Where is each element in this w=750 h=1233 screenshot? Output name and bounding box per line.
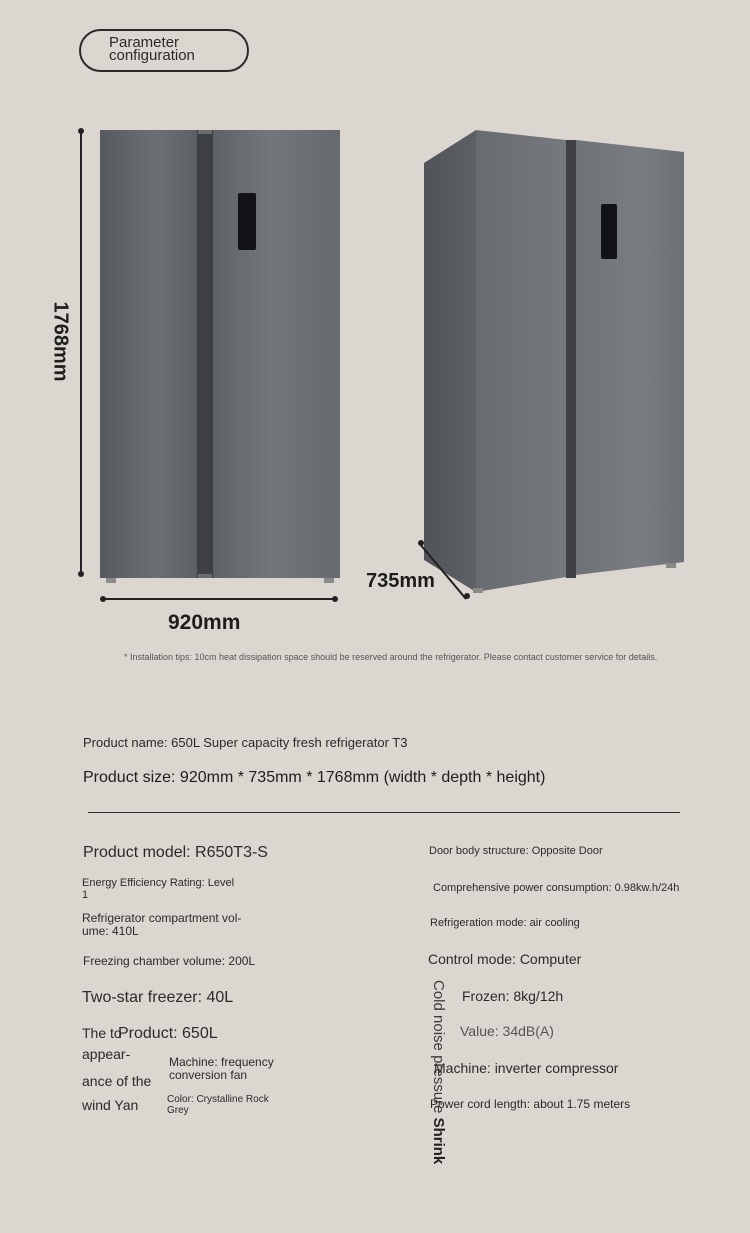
spec-fan-line-2: conversion fan [169,1068,248,1082]
spec-fan-line-1: Machine: frequency [169,1055,274,1069]
width-left-dot [100,596,106,602]
spec-freezing-capacity: Frozen: 8kg/12h [462,988,564,1004]
fridge-angled-side [424,130,476,592]
angled-foot-right [666,563,676,568]
section-badge [79,29,249,72]
fridge-foot-right [324,578,334,583]
depth-bottom-dot [464,593,470,599]
product-name: Product name: 650L Super capacity fresh refrigerator T3 [83,735,408,750]
height-label: 1768mm [49,301,72,382]
spec-freezing-volume: Freezing chamber volume: 200L [83,954,256,968]
spec-fridge-line-2: ume: 410L [82,924,139,938]
height-bottom-dot [78,571,84,577]
spec-power-cord: Power cord length: about 1.75 meters [430,1097,631,1111]
section-divider [88,812,680,813]
fridge-foot-left [106,578,116,583]
fridge-angled-door-gap [566,140,576,578]
product-size: Product size: 920mm * 735mm * 1768mm (width * depth * height) [83,769,546,786]
spec-total-volume: Product: 650L [118,1025,218,1042]
height-top-dot [78,128,84,134]
spec-noise-value: Value: 34dB(A) [460,1023,554,1039]
spec-fridge-line-1: Refrigerator compartment vol- [82,911,242,925]
spec-vertical-3: Shrink [430,1117,447,1165]
spec-energy-line-2: 1 [82,889,89,901]
badge-line-2: configuration [109,47,195,64]
width-dimension-line [102,598,336,600]
spec-color-line-1: Color: Crystalline Rock [167,1094,269,1105]
fridge-angled-left-door [476,130,566,592]
spec-energy-rating [82,877,234,901]
spec-two-star-freezer: Two-star freezer: 40L [82,989,234,1006]
width-right-dot [332,596,338,602]
spec-appearance-1: appear- [82,1046,131,1062]
fridge-left-door [100,130,198,578]
spec-appearance-2: ance of the [82,1073,152,1089]
depth-label: 735mm [366,570,435,592]
height-dimension-line [80,131,82,574]
width-label: 920mm [168,611,241,634]
fridge-door-gap [198,134,212,574]
control-panel-display [238,193,256,250]
spec-vertical-1: Cold noise [430,980,447,1051]
spec-fan [169,1056,274,1082]
spec-appearance-3: wind Yan [82,1097,139,1113]
spec-refrigeration-mode: Refrigeration mode: air cooling [430,917,580,929]
installation-tip: * Installation tips: 10cm heat dissipation space should be reserved around the refrigerator. Please contact customer service for details. [124,652,658,662]
spec-fridge-volume [82,912,241,938]
spec-color-line-2: Grey [167,1105,189,1116]
spec-control-mode: Control mode: Computer [428,951,582,967]
spec-vertical-2: pressure [430,1055,447,1114]
fridge-angled-right-door [576,140,684,575]
badge-line-1: Parameter [109,34,180,51]
angled-foot-left [473,588,483,593]
spec-compressor: Machine: inverter compressor [434,1060,619,1076]
fridge-right-door [212,130,340,578]
spec-power-consumption: Comprehensive power consumption: 0.98kw.h/24h [433,882,680,894]
spec-color [167,1094,269,1116]
spec-vertical-overlay [430,980,447,1164]
angled-control-panel-display [601,204,617,259]
spec-energy-line-1: Energy Efficiency Rating: Level [82,877,235,889]
spec-model: Product model: R650T3-S [83,844,268,861]
spec-total-prefix: The to [82,1025,122,1041]
spec-door-structure: Door body structure: Opposite Door [429,845,603,857]
depth-top-dot [418,540,424,546]
